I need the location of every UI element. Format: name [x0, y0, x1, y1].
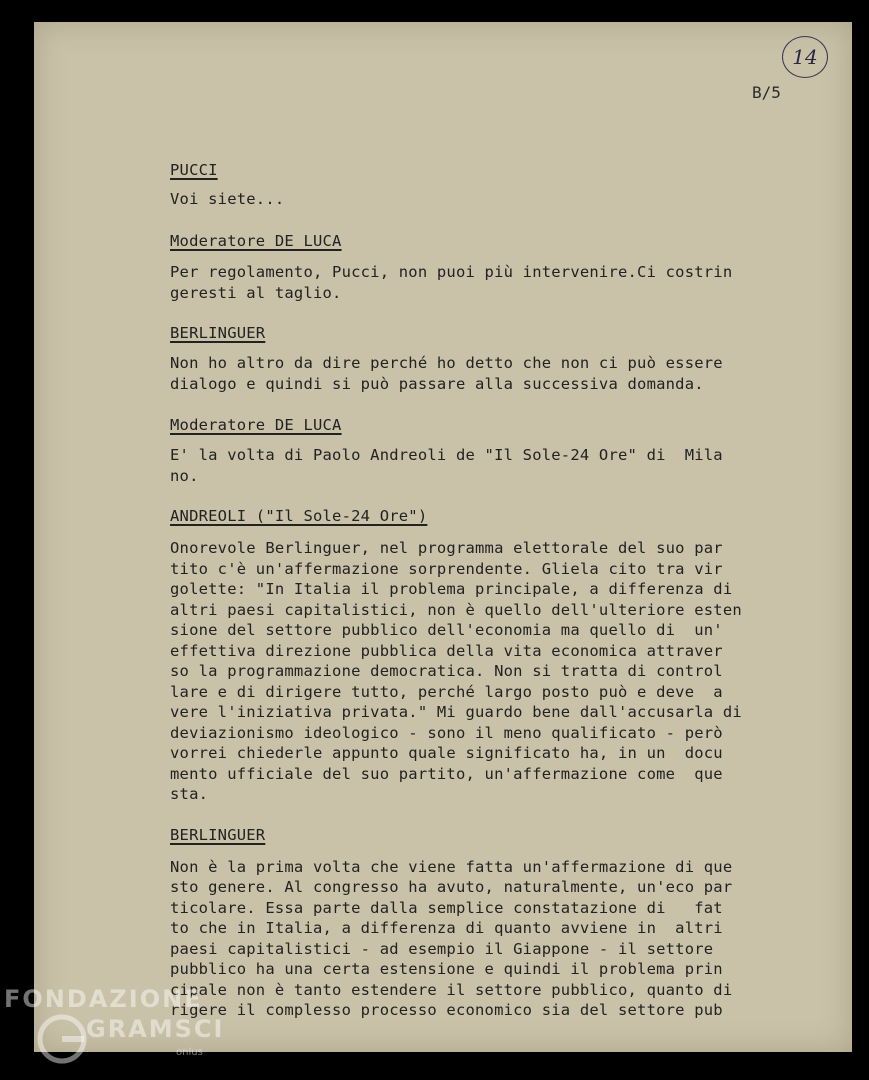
- transcript-line: vorrei chiederle appunto quale significato ha, in un docu: [170, 744, 723, 762]
- transcript-line: paesi capitalistici - ad esempio il Giappone - il settore: [170, 940, 714, 958]
- transcript-line: Onorevole Berlinguer, nel programma elettorale del suo par: [170, 539, 723, 557]
- speaker-heading: ANDREOLI ("Il Sole-24 Ore"): [170, 507, 428, 525]
- transcript-line: mento ufficiale del suo partito, un'affermazione come que: [170, 765, 723, 783]
- transcript-line: cipale non è tanto estendere il settore pubblico, quanto di: [170, 981, 733, 999]
- transcript-line: tito c'è un'affermazione sorprendente. Gliela cito tra vir: [170, 560, 723, 578]
- watermark-line1: FONDAZIONE: [4, 985, 203, 1013]
- transcript-line: sta.: [170, 785, 209, 803]
- transcript-line: Voi siete...: [170, 190, 285, 208]
- transcript-line: pubblico ha una certa estensione e quindi il problema prin: [170, 960, 723, 978]
- gramsci-g-logo-icon: [36, 1013, 88, 1065]
- transcript-line: Per regolamento, Pucci, non puoi più intervenire.Ci costrin: [170, 263, 733, 281]
- transcript-line: golette: "In Italia il problema principale, a differenza di: [170, 580, 733, 598]
- transcript-line: sione del settore pubblico dell'economia ma quello di un': [170, 621, 723, 639]
- speaker-heading: BERLINGUER: [170, 324, 266, 342]
- document-page: [34, 22, 852, 1052]
- transcript-line: E' la volta di Paolo Andreoli de "Il Sole-24 Ore" di Mila: [170, 446, 723, 464]
- transcript-line: dialogo e quindi si può passare alla successiva domanda.: [170, 375, 704, 393]
- speaker-heading: Moderatore DE LUCA: [170, 416, 342, 434]
- page-number: B/5: [752, 83, 781, 102]
- transcript-line: lare e di dirigere tutto, perché largo posto può e deve a: [170, 683, 723, 701]
- watermark-onlus: onlus: [176, 1047, 203, 1058]
- transcript-line: sto genere. Al congresso ha avuto, naturalmente, un'eco par: [170, 878, 733, 896]
- transcript-line: ticolare. Essa parte dalla semplice constatazione di fat: [170, 899, 723, 917]
- transcript-line: deviazionismo ideologico - sono il meno qualificato - però: [170, 724, 723, 742]
- fondazione-gramsci-watermark: [4, 985, 225, 1080]
- transcript-line: rigere il complesso processo economico sia del settore pub: [170, 1001, 723, 1019]
- transcript-line: altri paesi capitalistici, non è quello dell'ulteriore esten: [170, 601, 742, 619]
- speaker-heading: Moderatore DE LUCA: [170, 232, 342, 250]
- handwritten-page-number: 14: [782, 36, 828, 78]
- speaker-heading: PUCCI: [170, 161, 218, 179]
- transcript-line: Non è la prima volta che viene fatta un'affermazione di que: [170, 858, 733, 876]
- transcript-line: effettiva direzione pubblica della vita economica attraver: [170, 642, 723, 660]
- transcript-line: no.: [170, 467, 199, 485]
- watermark-line2: GRAMSCI: [86, 1015, 225, 1043]
- transcript-line: so la programmazione democratica. Non si tratta di control: [170, 662, 723, 680]
- speaker-heading: BERLINGUER: [170, 826, 266, 844]
- transcript-line: to che in Italia, a differenza di quanto avviene in altri: [170, 919, 723, 937]
- transcript-line: vere l'iniziativa privata." Mi guardo bene dall'accusarla di: [170, 703, 742, 721]
- transcript-line: Non ho altro da dire perché ho detto che non ci può essere: [170, 354, 723, 372]
- transcript-line: geresti al taglio.: [170, 284, 342, 302]
